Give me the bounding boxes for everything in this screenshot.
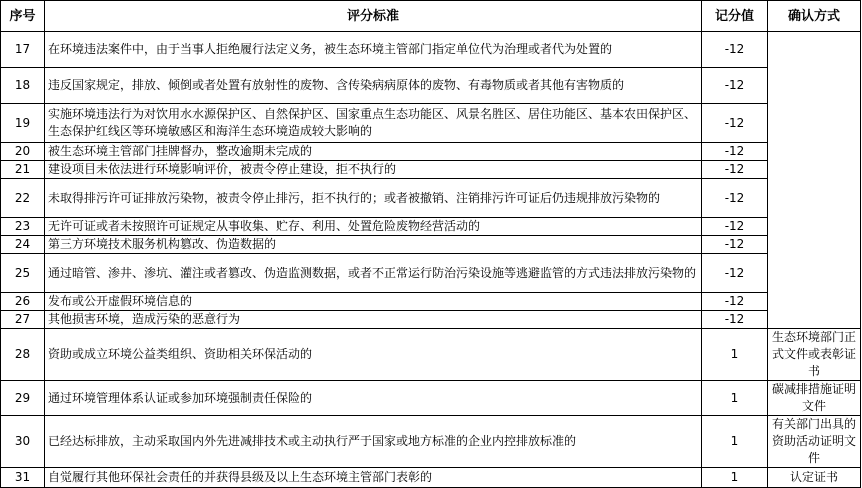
row-criteria: 违反国家规定，排放、倾倒或者处置有放射性的废物、含传染病病原体的废物、有毒物质或者其他有害物质的	[45, 68, 702, 104]
row-score: -12	[702, 254, 768, 293]
row-confirm: 生态环境部门正式文件或表彰证书	[768, 329, 861, 381]
table-row	[1, 32, 861, 68]
header-score: 记分值	[702, 1, 768, 32]
table-row	[1, 68, 861, 104]
table-row	[1, 161, 861, 179]
row-score: -12	[702, 32, 768, 68]
row-criteria: 无许可证或者未按照许可证规定从事收集、贮存、利用、处置危险废物经营活动的	[45, 218, 702, 236]
row-seq: 26	[1, 293, 45, 311]
row-score: -12	[702, 68, 768, 104]
row-confirm-empty	[768, 32, 861, 329]
row-seq: 17	[1, 32, 45, 68]
row-criteria: 通过环境管理体系认证或参加环境强制责任保险的	[45, 381, 702, 416]
table-row	[1, 254, 861, 293]
row-seq: 18	[1, 68, 45, 104]
row-score: -12	[702, 218, 768, 236]
row-seq: 25	[1, 254, 45, 293]
row-criteria: 被生态环境主管部门挂牌督办，整改逾期未完成的	[45, 143, 702, 161]
row-criteria: 第三方环境技术服务机构篡改、伪造数据的	[45, 236, 702, 254]
row-score: 1	[702, 381, 768, 416]
row-seq: 24	[1, 236, 45, 254]
row-score: 1	[702, 416, 768, 468]
table-row	[1, 468, 861, 488]
table-row	[1, 218, 861, 236]
row-criteria: 未取得排污许可证排放污染物，被责令停止排污，拒不执行的；或者被撤销、注销排污许可证后仍违规排放污染物的	[45, 179, 702, 218]
row-score: -12	[702, 104, 768, 143]
row-criteria: 资助或成立环境公益类组织、资助相关环保活动的	[45, 329, 702, 381]
row-seq: 30	[1, 416, 45, 468]
row-seq: 27	[1, 311, 45, 329]
row-seq: 21	[1, 161, 45, 179]
row-seq: 22	[1, 179, 45, 218]
row-seq: 28	[1, 329, 45, 381]
table-row	[1, 329, 861, 381]
row-criteria: 实施环境违法行为对饮用水水源保护区、自然保护区、国家重点生态功能区、风景名胜区、居住功能区、基本农田保护区、生态保护红线区等环境敏感区和海洋生态环境造成较大影响的	[45, 104, 702, 143]
row-score: -12	[702, 236, 768, 254]
row-score: -12	[702, 179, 768, 218]
row-criteria: 发布或公开虚假环境信息的	[45, 293, 702, 311]
table-row	[1, 179, 861, 218]
row-seq: 20	[1, 143, 45, 161]
row-seq: 29	[1, 381, 45, 416]
row-score: -12	[702, 311, 768, 329]
table-row	[1, 104, 861, 143]
header-confirm: 确认方式	[768, 1, 861, 32]
table-row	[1, 416, 861, 468]
header-seq: 序号	[1, 1, 45, 32]
row-confirm: 认定证书	[768, 468, 861, 488]
table-row	[1, 236, 861, 254]
row-criteria: 其他损害环境，造成污染的恶意行为	[45, 311, 702, 329]
table-row	[1, 293, 861, 311]
row-score: 1	[702, 329, 768, 381]
table-header-row	[1, 1, 861, 32]
row-score: -12	[702, 143, 768, 161]
row-score: -12	[702, 161, 768, 179]
row-criteria: 已经达标排放，主动采取国内外先进减排技术或主动执行严于国家或地方标准的企业内控排放标准的	[45, 416, 702, 468]
table-row	[1, 311, 861, 329]
row-seq: 31	[1, 468, 45, 488]
table-row	[1, 143, 861, 161]
row-seq: 23	[1, 218, 45, 236]
row-score: -12	[702, 293, 768, 311]
row-seq: 19	[1, 104, 45, 143]
row-criteria: 自觉履行其他环保社会责任的并获得县级及以上生态环境主管部门表彰的	[45, 468, 702, 488]
row-criteria: 通过暗管、渗井、渗坑、灌注或者篡改、伪造监测数据，或者不正常运行防治污染设施等逃避监管的方式违法排放污染物的	[45, 254, 702, 293]
row-criteria: 建设项目未依法进行环境影响评价，被责令停止建设，拒不执行的	[45, 161, 702, 179]
row-confirm: 碳减排措施证明文件	[768, 381, 861, 416]
row-criteria: 在环境违法案件中，由于当事人拒绝履行法定义务，被生态环境主管部门指定单位代为治理或者代为处置的	[45, 32, 702, 68]
table-row	[1, 381, 861, 416]
row-score: 1	[702, 468, 768, 488]
row-confirm: 有关部门出具的资助活动证明文件	[768, 416, 861, 468]
header-criteria: 评分标准	[45, 1, 702, 32]
